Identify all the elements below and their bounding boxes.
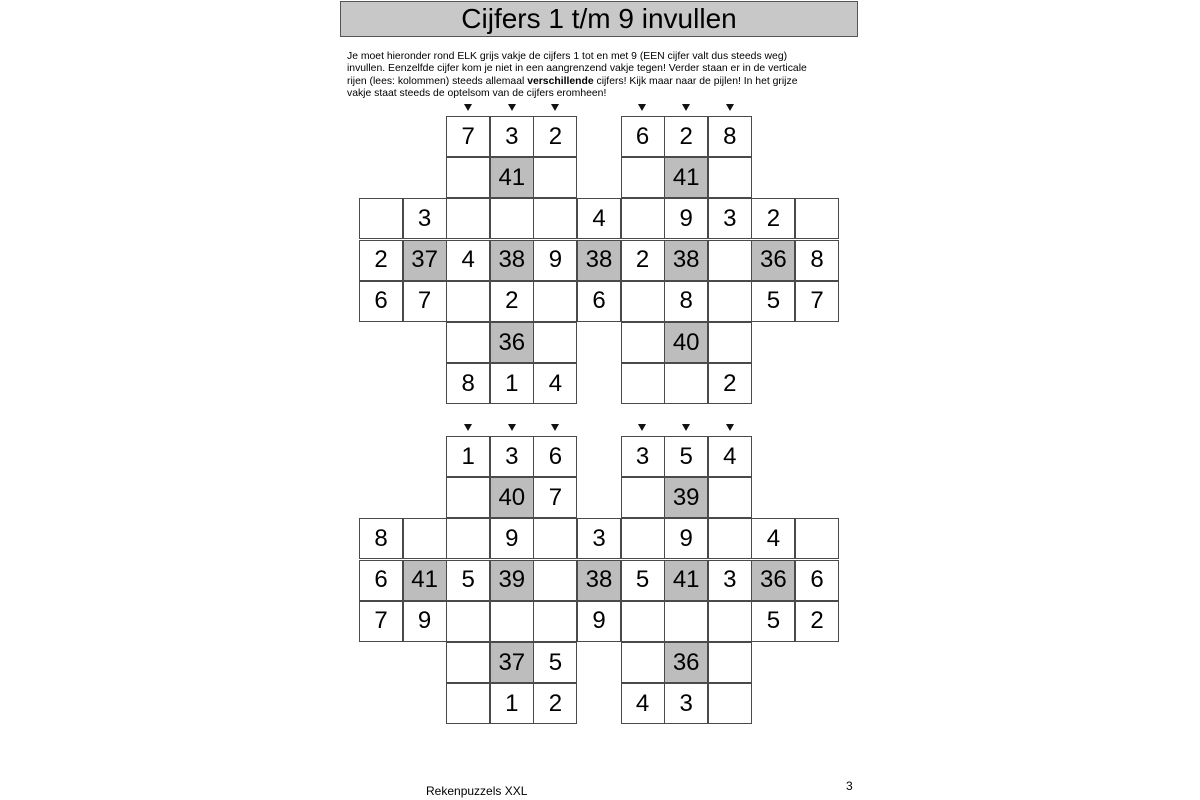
digit-cell[interactable]: 1 <box>490 363 534 404</box>
digit-cell[interactable] <box>621 281 665 322</box>
digit-cell[interactable]: 3 <box>708 198 752 239</box>
digit-cell[interactable]: 6 <box>577 281 621 322</box>
digit-cell[interactable]: 2 <box>533 683 577 724</box>
digit-cell[interactable] <box>621 642 665 683</box>
digit-cell[interactable] <box>621 601 665 642</box>
instructions-line-3 <box>347 76 852 88</box>
digit-cell[interactable] <box>708 642 752 683</box>
sum-cell: 36 <box>490 322 534 363</box>
digit-cell[interactable] <box>708 518 752 559</box>
sum-cell: 38 <box>577 240 621 281</box>
digit-cell[interactable]: 5 <box>751 281 795 322</box>
digit-cell[interactable] <box>621 157 665 198</box>
digit-cell[interactable]: 4 <box>446 240 490 281</box>
digit-cell[interactable] <box>621 322 665 363</box>
digit-cell[interactable] <box>533 518 577 559</box>
digit-cell[interactable]: 5 <box>751 601 795 642</box>
sum-cell: 39 <box>664 477 708 518</box>
digit-cell[interactable]: 7 <box>403 281 447 322</box>
digit-cell[interactable]: 8 <box>795 240 839 281</box>
digit-cell[interactable]: 9 <box>533 240 577 281</box>
digit-cell[interactable] <box>359 198 403 239</box>
sum-cell: 39 <box>490 560 534 601</box>
instructions-line-2: invullen. Eenzelfde cijfer kom je niet in een aangrenzend vakje tegen! Verder staan er in de verticale <box>347 63 807 75</box>
instructions-line-3-end: cijfers! Kijk maar naar de pijlen! In het grijze <box>593 75 798 87</box>
digit-cell[interactable] <box>708 240 752 281</box>
digit-cell[interactable]: 3 <box>708 560 752 601</box>
digit-cell[interactable] <box>446 518 490 559</box>
digit-cell[interactable]: 3 <box>664 683 708 724</box>
sum-cell: 37 <box>403 240 447 281</box>
sum-cell: 41 <box>664 560 708 601</box>
digit-cell[interactable] <box>621 518 665 559</box>
digit-cell[interactable]: 3 <box>490 436 534 477</box>
digit-cell[interactable] <box>533 322 577 363</box>
sum-cell: 40 <box>490 477 534 518</box>
column-arrow-icon <box>508 104 516 111</box>
digit-cell[interactable] <box>446 477 490 518</box>
digit-cell[interactable]: 4 <box>751 518 795 559</box>
digit-cell[interactable] <box>664 601 708 642</box>
instructions-line-1: Je moet hieronder rond ELK grijs vakje de cijfers 1 tot en met 9 (EEN cijfer valt dus steeds weg) <box>347 51 788 62</box>
digit-cell[interactable]: 2 <box>751 198 795 239</box>
digit-cell[interactable]: 2 <box>664 116 708 157</box>
digit-cell[interactable]: 8 <box>664 281 708 322</box>
puzzle-grid-1 <box>359 100 839 410</box>
page-title: Cijfers 1 t/m 9 invullen <box>461 3 737 34</box>
digit-cell[interactable]: 2 <box>359 240 403 281</box>
digit-cell[interactable]: 9 <box>664 198 708 239</box>
digit-cell[interactable]: 7 <box>533 477 577 518</box>
digit-cell[interactable]: 7 <box>795 281 839 322</box>
digit-cell[interactable]: 3 <box>403 198 447 239</box>
digit-cell[interactable] <box>795 518 839 559</box>
digit-cell[interactable]: 4 <box>708 436 752 477</box>
digit-cell[interactable] <box>708 477 752 518</box>
digit-cell[interactable] <box>533 560 577 601</box>
sum-cell: 36 <box>664 642 708 683</box>
digit-cell[interactable]: 3 <box>621 436 665 477</box>
sum-cell: 38 <box>577 560 621 601</box>
digit-cell[interactable]: 7 <box>359 601 403 642</box>
digit-cell[interactable]: 4 <box>533 363 577 404</box>
column-arrow-icon <box>638 424 646 431</box>
digit-cell[interactable] <box>490 601 534 642</box>
digit-cell[interactable]: 5 <box>446 560 490 601</box>
digit-cell[interactable] <box>708 157 752 198</box>
digit-cell[interactable]: 6 <box>795 560 839 601</box>
digit-cell[interactable]: 3 <box>577 518 621 559</box>
digit-cell[interactable]: 6 <box>359 560 403 601</box>
sum-cell: 41 <box>403 560 447 601</box>
puzzle-grid-2 <box>359 420 839 730</box>
digit-cell[interactable]: 6 <box>621 116 665 157</box>
column-arrow-icon <box>464 104 472 111</box>
digit-cell[interactable]: 9 <box>403 601 447 642</box>
digit-cell[interactable] <box>446 157 490 198</box>
page-number: 3 <box>846 779 853 793</box>
digit-cell[interactable]: 5 <box>533 642 577 683</box>
digit-cell[interactable]: 2 <box>533 116 577 157</box>
digit-cell[interactable]: 2 <box>708 363 752 404</box>
column-arrow-icon <box>464 424 472 431</box>
column-arrow-icon <box>508 424 516 431</box>
digit-cell[interactable] <box>446 642 490 683</box>
digit-cell[interactable] <box>708 683 752 724</box>
digit-cell[interactable]: 4 <box>621 683 665 724</box>
digit-cell[interactable]: 6 <box>533 436 577 477</box>
digit-cell[interactable]: 2 <box>490 281 534 322</box>
digit-cell[interactable]: 3 <box>490 116 534 157</box>
digit-cell[interactable] <box>795 198 839 239</box>
digit-cell[interactable] <box>621 363 665 404</box>
digit-cell[interactable] <box>664 363 708 404</box>
digit-cell[interactable] <box>403 518 447 559</box>
digit-cell[interactable] <box>533 281 577 322</box>
sum-cell: 37 <box>490 642 534 683</box>
column-arrow-icon <box>638 104 646 111</box>
digit-cell[interactable]: 6 <box>359 281 403 322</box>
digit-cell[interactable] <box>621 477 665 518</box>
digit-cell[interactable] <box>621 198 665 239</box>
footer-book-title: Rekenpuzzels XXL <box>426 784 528 798</box>
digit-cell[interactable] <box>708 281 752 322</box>
page-title-box <box>340 1 858 37</box>
column-arrow-icon <box>682 424 690 431</box>
digit-cell[interactable]: 4 <box>577 198 621 239</box>
sum-cell: 38 <box>490 240 534 281</box>
column-arrow-icon <box>551 424 559 431</box>
digit-cell[interactable]: 5 <box>621 560 665 601</box>
sum-cell: 40 <box>664 322 708 363</box>
column-arrow-icon <box>726 424 734 431</box>
digit-cell[interactable]: 1 <box>446 436 490 477</box>
column-arrow-icon <box>682 104 690 111</box>
digit-cell[interactable]: 1 <box>490 683 534 724</box>
instructions-line-3-start: rijen (lees: kolommen) steeds allemaal <box>347 75 528 87</box>
digit-cell[interactable]: 9 <box>664 518 708 559</box>
digit-cell[interactable] <box>533 157 577 198</box>
digit-cell[interactable]: 9 <box>490 518 534 559</box>
column-arrow-icon <box>551 104 559 111</box>
digit-cell[interactable] <box>446 601 490 642</box>
sum-cell: 41 <box>490 157 534 198</box>
digit-cell[interactable] <box>446 198 490 239</box>
digit-cell[interactable] <box>533 198 577 239</box>
digit-cell[interactable] <box>708 601 752 642</box>
digit-cell[interactable] <box>533 601 577 642</box>
instructions-bold-word: verschillende <box>527 75 594 87</box>
digit-cell[interactable]: 7 <box>446 116 490 157</box>
digit-cell[interactable]: 8 <box>708 116 752 157</box>
instructions <box>347 51 852 101</box>
digit-cell[interactable]: 9 <box>577 601 621 642</box>
digit-cell[interactable] <box>446 281 490 322</box>
sum-cell: 36 <box>751 240 795 281</box>
digit-cell[interactable]: 2 <box>795 601 839 642</box>
sum-cell: 36 <box>751 560 795 601</box>
digit-cell[interactable]: 8 <box>446 363 490 404</box>
sum-cell: 41 <box>664 157 708 198</box>
digit-cell[interactable] <box>708 322 752 363</box>
digit-cell[interactable]: 8 <box>359 518 403 559</box>
column-arrow-icon <box>726 104 734 111</box>
sum-cell: 38 <box>664 240 708 281</box>
digit-cell[interactable] <box>446 683 490 724</box>
digit-cell[interactable]: 2 <box>621 240 665 281</box>
digit-cell[interactable] <box>446 322 490 363</box>
instructions-line-4: vakje staat steeds de optelsom van de cijfers eromheen! <box>347 88 607 100</box>
digit-cell[interactable]: 5 <box>664 436 708 477</box>
digit-cell[interactable] <box>490 198 534 239</box>
